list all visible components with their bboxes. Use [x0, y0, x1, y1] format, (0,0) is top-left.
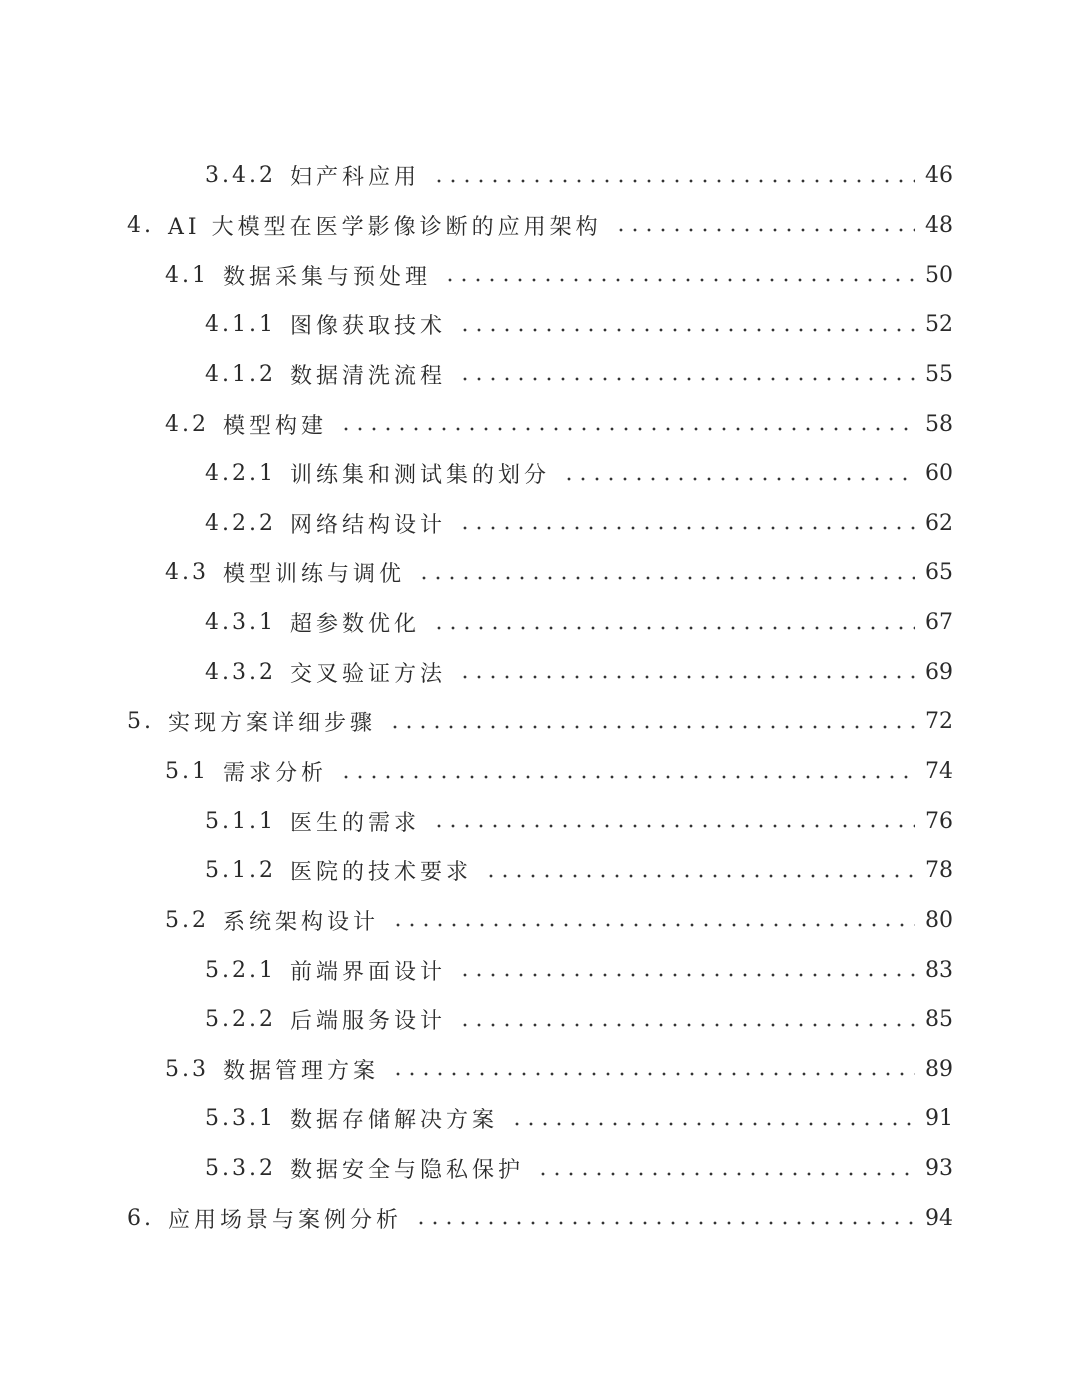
- toc-entry-page: 80: [925, 907, 953, 933]
- toc-entry-title: 交叉验证方法: [289, 661, 446, 687]
- toc-entry[interactable]: [0, 747, 1080, 797]
- toc-entry-page: 93: [925, 1156, 953, 1182]
- toc-entry-page: 83: [925, 957, 953, 983]
- dot-leader: [417, 576, 915, 580]
- toc-entry[interactable]: [0, 1094, 1080, 1144]
- toc-entry-number: 4.3.2: [205, 659, 276, 685]
- toc-entry-number: 4.3: [165, 560, 209, 586]
- dot-leader: [562, 477, 915, 481]
- toc-entry-number: 5.1.1: [205, 808, 276, 834]
- toc-entry-title: 数据清洗流程: [289, 363, 446, 389]
- toc-entry-number: 4.1: [165, 262, 209, 288]
- toc-entry-title: AI 大模型在医学影像诊断的应用架构: [168, 214, 602, 240]
- toc-entry[interactable]: [0, 697, 1080, 747]
- toc-entry-page: 60: [925, 461, 953, 487]
- toc-entry-title: 系统架构设计: [223, 909, 380, 935]
- toc-entry-number: 4.2.1: [205, 461, 276, 487]
- toc-entry-page: 48: [925, 212, 953, 238]
- toc-entry-page: 91: [925, 1106, 953, 1132]
- dot-leader: [614, 228, 915, 232]
- dot-leader: [443, 278, 915, 282]
- toc-entry-title: 需求分析: [223, 761, 328, 786]
- dot-leader: [536, 1172, 915, 1176]
- toc-entry-title: 数据安全与隐私保护: [289, 1158, 524, 1184]
- toc-entry-number: 3.4.2: [205, 163, 276, 189]
- toc-entry-number: 5.2.2: [205, 1007, 276, 1033]
- toc-entry-title: 数据存储解决方案: [289, 1108, 498, 1134]
- dot-leader: [432, 824, 915, 828]
- toc-entry-number: 4.1.1: [205, 312, 276, 338]
- toc-entry-page: 46: [925, 163, 953, 189]
- toc-entry-number: 5.3.1: [205, 1106, 276, 1132]
- toc-entry-title: 应用场景与案例分析: [168, 1207, 403, 1233]
- toc-entry-page: 85: [925, 1007, 953, 1033]
- toc-entry-page: 58: [925, 411, 953, 437]
- dot-leader: [458, 675, 915, 679]
- table-of-contents: [0, 151, 1080, 1243]
- toc-entry-title: 实现方案详细步骤: [168, 711, 377, 737]
- toc-entry[interactable]: [0, 796, 1080, 846]
- toc-entry-page: 52: [925, 312, 953, 338]
- toc-entry[interactable]: [0, 399, 1080, 449]
- dot-leader: [391, 923, 915, 927]
- dot-leader: [432, 179, 915, 183]
- toc-entry-title: 模型训练与调优: [223, 562, 406, 588]
- toc-entry-page: 50: [925, 262, 953, 288]
- toc-entry-page: 67: [925, 610, 953, 636]
- dot-leader: [510, 1122, 915, 1126]
- toc-entry[interactable]: [0, 350, 1080, 400]
- toc-entry-page: 62: [925, 510, 953, 536]
- dot-leader: [414, 1221, 915, 1225]
- toc-entry[interactable]: [0, 945, 1080, 995]
- toc-entry-number: 5.3: [165, 1056, 209, 1082]
- dot-leader: [432, 626, 915, 630]
- toc-entry-title: 数据管理方案: [223, 1058, 380, 1084]
- toc-entry[interactable]: [0, 201, 1080, 251]
- toc-entry-number: 4.3.1: [205, 610, 276, 636]
- toc-entry-page: 69: [925, 659, 953, 685]
- toc-entry-number: 5.2.1: [205, 957, 276, 983]
- toc-entry-page: 55: [925, 361, 953, 387]
- toc-entry-number: 4.2: [165, 411, 209, 437]
- toc-entry[interactable]: [0, 1193, 1080, 1243]
- toc-entry-number: 4.1.2: [205, 361, 276, 387]
- toc-entry-number: 5.: [127, 709, 154, 735]
- dot-leader: [458, 1023, 915, 1027]
- toc-entry[interactable]: [0, 151, 1080, 201]
- toc-entry[interactable]: [0, 846, 1080, 896]
- toc-entry[interactable]: [0, 598, 1080, 648]
- toc-entry-number: 5.3.2: [205, 1156, 276, 1182]
- toc-entry-title: 超参数优化: [289, 612, 420, 638]
- toc-entry-page: 65: [925, 560, 953, 586]
- toc-entry-number: 4.2.2: [205, 510, 276, 536]
- toc-entry-title: 网络结构设计: [289, 512, 446, 538]
- dot-leader: [458, 377, 915, 381]
- toc-entry[interactable]: [0, 300, 1080, 350]
- toc-entry-title: 数据采集与预处理: [223, 264, 432, 290]
- toc-entry[interactable]: [0, 896, 1080, 946]
- dot-leader: [339, 775, 915, 779]
- toc-entry-page: 74: [925, 759, 953, 784]
- toc-entry-number: 5.1.2: [205, 858, 276, 884]
- dot-leader: [458, 328, 915, 332]
- toc-entry-title: 图像获取技术: [289, 314, 446, 340]
- toc-entry-number: 5.2: [165, 907, 209, 933]
- dot-leader: [458, 973, 915, 977]
- toc-entry-title: 医院的技术要求: [289, 860, 472, 886]
- toc-entry-number: 6.: [127, 1205, 154, 1231]
- dot-leader: [388, 725, 915, 729]
- toc-entry-page: 94: [925, 1205, 953, 1231]
- toc-entry-title: 训练集和测试集的划分: [289, 463, 550, 489]
- dot-leader: [484, 874, 915, 878]
- toc-entry-title: 模型构建: [223, 413, 328, 439]
- toc-entry[interactable]: [0, 498, 1080, 548]
- toc-entry-title: 医生的需求: [289, 810, 420, 836]
- toc-entry-title: 妇产科应用: [289, 165, 420, 191]
- toc-entry[interactable]: [0, 1045, 1080, 1095]
- toc-entry[interactable]: [0, 995, 1080, 1045]
- toc-entry-page: 72: [925, 709, 953, 735]
- toc-entry[interactable]: [0, 548, 1080, 598]
- toc-entry[interactable]: [0, 449, 1080, 499]
- toc-entry-page: 76: [925, 808, 953, 834]
- toc-entry-title: 前端界面设计: [289, 959, 446, 985]
- dot-leader: [391, 1072, 915, 1076]
- toc-entry-number: 4.: [127, 212, 154, 238]
- toc-entry-page: 89: [925, 1056, 953, 1082]
- toc-entry[interactable]: [0, 1144, 1080, 1194]
- toc-entry-number: 5.1: [165, 759, 209, 784]
- dot-leader: [339, 427, 915, 431]
- toc-entry[interactable]: [0, 647, 1080, 697]
- toc-entry[interactable]: [0, 250, 1080, 300]
- toc-entry-title: 后端服务设计: [289, 1009, 446, 1035]
- toc-entry-page: 78: [925, 858, 953, 884]
- dot-leader: [458, 526, 915, 530]
